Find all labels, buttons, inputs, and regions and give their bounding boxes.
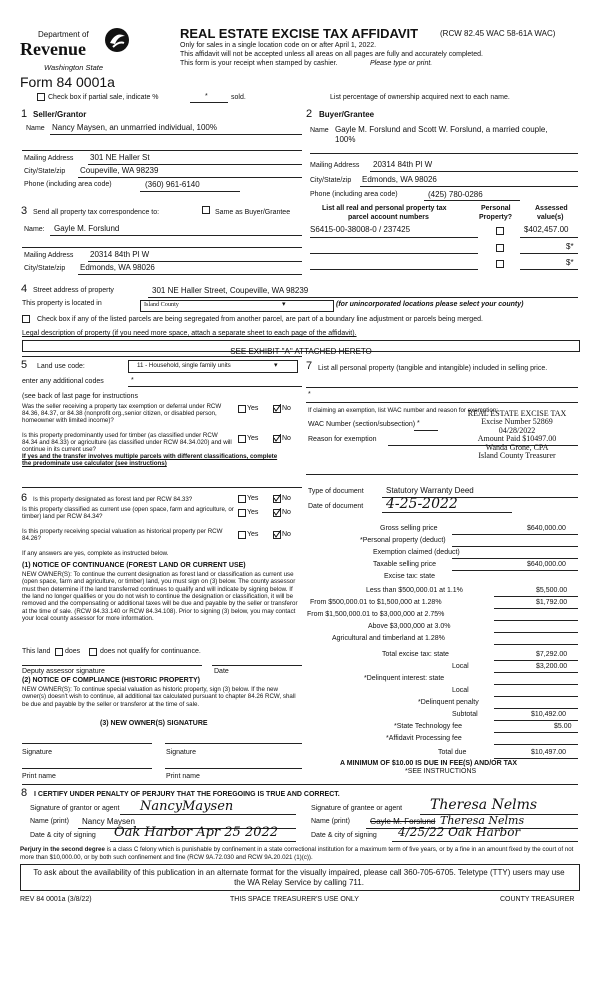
rule <box>306 387 578 388</box>
current-use-question: Is this property classified as current use (open space, farm and agriculture, or timber) land per RCW 84.34? <box>22 506 234 520</box>
local-label: Local <box>452 663 469 670</box>
minimum-note: A MINIMUM OF $10.00 IS DUE IN FEE(S) AND/OR TAX <box>340 760 518 767</box>
parcels-col2-header-1: Personal <box>481 205 511 212</box>
rule <box>310 253 478 254</box>
buyer-heading: Buyer/Grantee <box>319 110 375 119</box>
rule <box>22 356 302 357</box>
rule <box>370 171 578 172</box>
wac-label: WAC Number (section/subsection) <box>308 421 416 428</box>
parcels-col2-header-2: Property? <box>479 214 513 221</box>
same-as-buyer-checkbox[interactable] <box>202 206 210 214</box>
buyer-name-line2[interactable]: 100% <box>335 135 356 144</box>
section-8-number: 8 <box>21 787 28 799</box>
rule <box>128 386 302 387</box>
rule <box>140 191 240 192</box>
exemption-no-label: No <box>282 405 291 412</box>
rule <box>310 237 478 238</box>
stamp-line6: Island County Treasurer <box>478 450 556 460</box>
stamp-line4: Amount Paid $10497.00 <box>477 434 557 444</box>
deputy-date-label: Date <box>214 668 229 675</box>
perjury-text: is a class C felony which is punishable by confinement in a state correctional institution for a maximum term of five years, or by a fine in an amount fixed by the court of not more than $10,000.00, or by both such confinement and fine (RCW 9A.72.030 and RCW 9A.20.021 (1)(c)). <box>20 846 574 861</box>
total-state-value[interactable]: $7,292.00 <box>536 651 568 658</box>
seller-mailing-label: Mailing Address <box>24 155 74 162</box>
gross-label: Gross selling price <box>380 525 438 532</box>
form-title-ref: (RCW 82.45 WAC 58-61A WAC) <box>440 29 556 38</box>
section-7-number: 7 <box>306 360 313 372</box>
notice-1-title: (1) NOTICE OF CONTINUANCE (FOREST LAND OR CURRENT USE) <box>22 562 246 569</box>
taxable-value[interactable]: $640,000.00 <box>527 561 566 568</box>
parcel-row1-value[interactable]: $402,457.00 <box>524 225 569 234</box>
rule <box>520 237 578 238</box>
partial-sold-label: sold. <box>231 94 246 101</box>
forest-yes-checkbox[interactable] <box>238 495 246 503</box>
seller-city[interactable]: Coupeville, WA 98239 <box>80 166 159 175</box>
rule <box>165 768 302 769</box>
county-select[interactable] <box>140 300 334 312</box>
rule <box>452 546 578 547</box>
predominate-use-note[interactable]: If yes and the transfer involves multiple parcels with different classifications, complete the predominate use calculator (see instructions) <box>22 453 278 467</box>
correspondence-name-label: Name: <box>24 226 45 233</box>
correspondence-mailing-label: Mailing Address <box>24 252 74 259</box>
partial-sale-checkbox[interactable] <box>37 93 45 101</box>
stamp-line1: REAL ESTATE EXCISE TAX <box>467 409 567 418</box>
instruction-3: This form is your receipt when stamped by cashier. <box>180 60 338 67</box>
this-land-label: This land <box>22 648 51 655</box>
grantee-signature-label: Signature of grantee or agent <box>311 805 403 812</box>
legal-description-label: Legal description of property (if you need more space, attach a separate sheet to each page of the affidavit). <box>22 330 357 337</box>
additional-codes-field[interactable]: * <box>131 377 134 384</box>
rule <box>382 512 512 513</box>
rule <box>110 841 296 842</box>
historical-no-checkbox[interactable] <box>273 531 281 539</box>
section-3-number: 3 <box>21 205 28 217</box>
rule <box>78 177 302 178</box>
land-use-label: Land use code: <box>37 363 85 370</box>
stamp-line2: Excise Number 52869 <box>481 417 553 427</box>
rule <box>22 784 578 785</box>
tier2-label: From $500,000.01 to $1,500,000 at 1.28% <box>310 599 442 606</box>
rule <box>310 153 578 154</box>
doc-date-label: Date of document <box>308 503 364 510</box>
buyer-city-label: City/State/zip <box>310 177 352 184</box>
revision-label: REV 84 0001a (3/8/22) <box>20 896 92 903</box>
rule <box>520 253 578 254</box>
parcel-row1-number[interactable]: S6415-00-38008-0 / 237425 <box>310 225 411 234</box>
doc-date[interactable]: 4-25-2022 <box>386 496 458 512</box>
accessibility-box <box>20 864 580 891</box>
forest-no-label: No <box>282 495 291 502</box>
section-1-number: 1 <box>21 108 28 120</box>
exemption-deduct-label: Exemption claimed (deduct) <box>373 549 460 556</box>
parcel-row3-personal-checkbox[interactable] <box>496 260 504 268</box>
unincorporated-note: (for unincorporated locations please select your county) <box>336 301 524 308</box>
rule <box>88 164 302 165</box>
parcels-col1-header-1: List all real and personal property tax <box>322 205 447 212</box>
grantor-signature-label: Signature of grantor or agent <box>30 805 120 812</box>
chevron-down-icon: ▾ <box>282 301 286 308</box>
correspondence-mailing[interactable]: 20314 84th Pl W <box>90 250 150 259</box>
seller-phone[interactable]: (360) 961-6140 <box>145 180 200 189</box>
grantee-name-label: Name (print) <box>311 818 350 825</box>
gross-value[interactable]: $640,000.00 <box>527 525 566 532</box>
local-value[interactable]: $3,200.00 <box>536 663 568 670</box>
rule <box>494 596 578 597</box>
doc-type[interactable]: Statutory Warranty Deed <box>386 486 474 495</box>
new-owner-signature-1-label: Signature <box>22 749 52 756</box>
forest-yes-label: Yes <box>247 495 259 502</box>
buyer-name-line1[interactable]: Gayle M. Forslund and Scott W. Forslund, a married couple, <box>335 125 548 134</box>
treasurer-space-label: THIS SPACE TREASURER'S USE ONLY <box>230 896 359 903</box>
seller-heading: Seller/Grantor <box>33 110 87 119</box>
deputy-signature-label: Deputy assessor signature <box>22 668 105 675</box>
check-icon <box>273 404 281 412</box>
grantee-print-struck: Gayle M. Forslund <box>370 817 436 826</box>
rule <box>520 269 578 270</box>
additional-codes-label: enter any additional codes <box>22 378 104 385</box>
tier1-label: Less than $500,000.01 at 1.1% <box>366 587 463 594</box>
rule <box>494 720 578 721</box>
total-due-value[interactable]: $10,497.00 <box>531 749 567 756</box>
seller-name[interactable]: Nancy Maysen, an unmarried individual, 100% <box>52 123 217 132</box>
parcel-row2-value[interactable]: $* <box>566 242 574 251</box>
exemption-instructions: If claiming an exemption, list WAC number and reason for exemption: <box>308 407 498 414</box>
land-does-label: does <box>65 648 81 655</box>
current-use-no-label: No <box>282 509 291 516</box>
rule <box>306 402 578 403</box>
see-back-note: (see back of last page for instructions <box>22 393 138 400</box>
land-use-value: 11 - Household, single family units <box>137 362 231 369</box>
dept-line2: Revenue <box>20 39 86 59</box>
located-label: This property is located in <box>22 300 102 307</box>
chevron-down-icon: ▾ <box>274 362 278 369</box>
exemption-question: Was the seller receiving a property tax exemption or deferral under RCW 84.36, 84.37, or 84.38 (nonprofit org.,senior citizen, or disabled person, homeowner with limited income)? <box>22 403 222 424</box>
grantor-date-city[interactable]: Oak Harbor Apr 25 2022 <box>114 825 279 840</box>
buyer-mailing-label: Mailing Address <box>310 162 360 169</box>
section-5-number: 5 <box>21 359 28 371</box>
grantee-signature[interactable]: Theresa Nelms <box>430 797 538 813</box>
correspondence-city[interactable]: Edmonds, WA 98026 <box>80 263 155 272</box>
county-value: Island County <box>144 301 179 308</box>
historical-yes-label: Yes <box>247 531 259 538</box>
seller-phone-label: Phone (including area code) <box>24 181 112 188</box>
land-does-checkbox[interactable] <box>55 648 63 656</box>
current-use-no-checkbox[interactable] <box>273 509 281 517</box>
grantee-date-label: Date & city of signing <box>311 832 377 839</box>
delinquent-penalty-label: *Delinquent penalty <box>418 699 479 706</box>
notice-2-text: NEW OWNER(S): To continue special valuation as historic property, sign (3) below. If the new owner(s) doesn't wish to continue, all additional tax calculated pursuant to chapter 84.26 RCW, shall be due and payable by the seller or transferor at the time of sale. <box>22 686 296 708</box>
seller-city-label: City/State/zip <box>24 168 66 175</box>
total-state-label: Total excise tax: state <box>382 651 449 658</box>
parcel-row3-value[interactable]: $* <box>566 258 574 267</box>
tier2-value[interactable]: $1,792.00 <box>536 599 568 606</box>
rule <box>494 708 578 709</box>
forest-no-checkbox[interactable] <box>273 495 281 503</box>
subtotal-label: Subtotal <box>452 711 478 718</box>
notice-3-title: (3) NEW OWNER(S) SIGNATURE <box>100 720 208 727</box>
grantor-name-label: Name (print) <box>30 818 69 825</box>
parcel-row2-personal-checkbox[interactable] <box>496 244 504 252</box>
street-address-label: Street address of property <box>33 287 114 294</box>
rule <box>494 672 578 673</box>
new-owner-print-1-label: Print name <box>22 773 56 780</box>
rule <box>22 743 152 744</box>
rule <box>165 743 302 744</box>
grantee-date-city[interactable]: 4/25/22 Oak Harbor <box>398 825 521 839</box>
perjury-notice <box>20 846 580 862</box>
rule <box>22 768 152 769</box>
doc-type-label: Type of document <box>308 488 364 495</box>
new-owner-signature-2-label: Signature <box>166 749 196 756</box>
tier4-label: Above $3,000,000 at 3.0% <box>368 623 451 630</box>
rule <box>306 474 578 475</box>
timber-yes-label: Yes <box>247 435 259 442</box>
delinquent-interest-label: *Delinquent interest: state <box>364 675 445 682</box>
rule <box>120 814 296 815</box>
rule <box>50 235 302 236</box>
exemption-yes-label: Yes <box>247 405 259 412</box>
stamp-line5: Wanda Grone, CPA <box>485 442 549 452</box>
rule <box>494 744 578 745</box>
total-due-label: Total due <box>438 749 467 756</box>
rule <box>22 150 302 151</box>
rule <box>22 487 302 488</box>
forest-question: Is this property designated as forest land per RCW 84.33? <box>33 496 193 503</box>
rule <box>452 570 578 571</box>
rule <box>424 200 520 201</box>
grantee-print-name[interactable]: Theresa Nelms <box>440 814 525 827</box>
section-4-number: 4 <box>21 283 28 295</box>
perjury-bold: Perjury in the second degree <box>20 846 105 853</box>
parcels-col3-header-1: Assessed <box>535 205 568 212</box>
tier1-value[interactable]: $5,500.00 <box>536 587 568 594</box>
grantor-signature[interactable]: NancyMaysen <box>140 799 234 814</box>
check-icon <box>273 530 281 538</box>
historical-yes-checkbox[interactable] <box>238 531 246 539</box>
tech-fee-label: *State Technology fee <box>394 723 462 730</box>
exemption-yes-checkbox[interactable] <box>238 405 246 413</box>
current-use-yes-label: Yes <box>247 509 259 516</box>
rule <box>392 841 578 842</box>
rule <box>78 274 302 275</box>
check-icon <box>273 508 281 516</box>
dept-line3: Washington State <box>44 63 104 72</box>
form-number: Form 84 0001a <box>20 74 115 90</box>
section-2-number: 2 <box>306 108 313 120</box>
buyer-phone[interactable]: (425) 780-0286 <box>428 190 483 199</box>
timber-no-label: No <box>282 435 291 442</box>
rule <box>148 297 578 298</box>
rule <box>22 247 302 248</box>
land-does-not-checkbox[interactable] <box>89 648 97 656</box>
treasurer-stamp <box>452 410 582 460</box>
timber-question: Is this property predominantly used for timber (as classified under RCW 84.34 and 84.33) or agriculture (as classified under RCW 84.34.020) and will continue in its current use? <box>22 432 232 453</box>
personal-property-label: List all personal property (tangible and intangible) included in selling price. <box>318 365 548 372</box>
buyer-name-label: Name <box>310 127 329 134</box>
county-treasurer-label: COUNTY TREASURER <box>500 896 575 903</box>
parcel-row1-personal-checkbox[interactable] <box>496 227 504 235</box>
seller-mailing[interactable]: 301 NE Haller St <box>90 153 150 162</box>
affidavit-fee-label: *Affidavit Processing fee <box>386 735 462 742</box>
buyer-mailing[interactable]: 20314 84th Pl W <box>373 160 433 169</box>
rule <box>494 732 578 733</box>
buyer-phone-label: Phone (including area code) <box>310 191 398 198</box>
rule <box>414 430 438 431</box>
segregated-label: Check box if any of the listed parcels are being segregated from another parcel, are part of a boundary line adjustment or parcels being merged. <box>37 316 483 323</box>
agri-label: Agricultural and timberland at 1.28% <box>332 635 445 642</box>
check-icon <box>273 494 281 502</box>
correspondence-label: Send all property tax correspondence to: <box>33 209 160 216</box>
rule <box>494 696 578 697</box>
correspondence-name[interactable]: Gayle M. Forslund <box>54 224 120 233</box>
dept-line1: Department of <box>38 30 89 39</box>
accessibility-note: To ask about the availability of this publication in an alternate format for the visually impaired, please call 360-705-6705. Teletype (TTY) users may use the WA Relay Service by calling 711. <box>33 868 565 888</box>
street-address[interactable]: 301 NE Haller Street, Coupeville, WA 98239 <box>152 286 309 295</box>
wac-field[interactable]: * <box>417 420 420 427</box>
see-instructions-note: *SEE INSTRUCTIONS <box>405 768 477 775</box>
grantor-date-label: Date & city of signing <box>30 832 96 839</box>
current-use-yes-checkbox[interactable] <box>238 509 246 517</box>
rule <box>50 134 302 135</box>
stamp-line3: 04/28/2022 <box>498 425 536 435</box>
partial-percent-field[interactable]: * <box>205 93 208 100</box>
subtotal-value[interactable]: $10,492.00 <box>531 711 567 718</box>
seller-name-label: Name <box>26 125 45 132</box>
tier3-label: From $1,500,000.01 to $3,000,000 at 2.75% <box>307 611 445 618</box>
land-use-select[interactable] <box>128 360 298 373</box>
legal-description-field[interactable] <box>22 340 580 356</box>
historical-question: Is this property receiving special valuation as historical property per RCW 84.26? <box>22 528 223 542</box>
notice-2-title: (2) NOTICE OF COMPLIANCE (HISTORIC PROPERTY) <box>22 677 200 684</box>
rule <box>494 608 578 609</box>
rule <box>360 186 578 187</box>
legal-description-value: SEE EXHIBIT "A" ATTACHED HERETO <box>230 347 372 356</box>
parcels-col3-header-2: value(s) <box>537 214 564 221</box>
instruction-3b: Please type or print. <box>370 60 433 67</box>
parcels-col1-header-2: parcel account numbers <box>348 214 429 221</box>
certify-heading: I CERTIFY UNDER PENALTY OF PERJURY THAT THE FOREGOING IS TRUE AND CORRECT. <box>34 791 340 798</box>
rule <box>310 269 478 270</box>
rule <box>452 558 578 559</box>
ownership-note: List percentage of ownership acquired next to each name. <box>330 94 510 101</box>
rule <box>494 684 578 685</box>
land-does-not-label: does not qualify for continuance. <box>100 648 201 655</box>
rule <box>494 632 578 633</box>
same-as-buyer-label: Same as Buyer/Grantee <box>215 209 291 216</box>
historical-no-label: No <box>282 531 291 538</box>
rule <box>494 644 578 645</box>
form-title: REAL ESTATE EXCISE TAX AFFIDAVIT <box>180 26 419 41</box>
timber-no-checkbox[interactable] <box>273 435 281 443</box>
rule <box>22 665 202 666</box>
partial-percent-line <box>190 102 228 103</box>
instruction-1: Only for sales in a single location code on or after April 1, 2022. <box>180 42 377 49</box>
section-6-number: 6 <box>21 492 28 504</box>
personal-property-field[interactable]: * <box>308 391 311 398</box>
reason-label: Reason for exemption <box>308 436 377 443</box>
correspondence-city-label: City/State/zip <box>24 265 66 272</box>
rule <box>452 534 578 535</box>
excise-state-label: Excise tax: state <box>384 573 435 580</box>
personal-deduct-label: *Personal property (deduct) <box>360 537 446 544</box>
rule <box>88 261 302 262</box>
grantor-print-name[interactable]: Nancy Maysen <box>82 817 135 826</box>
revenue-logo-icon <box>104 27 130 58</box>
if-yes-note: If any answers are yes, complete as instructed below. <box>22 550 169 557</box>
rule <box>494 620 578 621</box>
timber-yes-checkbox[interactable] <box>238 435 246 443</box>
new-owner-print-2-label: Print name <box>166 773 200 780</box>
tech-fee-value[interactable]: $5.00 <box>554 723 572 730</box>
taxable-label: Taxable selling price <box>373 561 437 568</box>
segregated-checkbox[interactable] <box>22 315 30 323</box>
notice-1-text: NEW OWNER(S): To continue the current designation as forest land or classification as current use (open space, farm and agriculture, or timber) land, you must sign on (3) below. The county assessor must then determine if the land transferred continues to qualify and will indicate by signing below. If the land no longer qualifies or you do not wish to continue the designation or classification, it will be removed and the compensating or additional taxes will be due and payable by the seller or transferor at the time of sale. (RCW 84.33.140 or RCW 84.34.108). Prior to signing (3) below, you may contact your local county assessor for more information. <box>22 571 298 622</box>
local2-label: Local <box>452 687 469 694</box>
rule <box>494 660 578 661</box>
exemption-no-checkbox[interactable] <box>273 405 281 413</box>
check-icon <box>273 434 281 442</box>
rule <box>212 665 302 666</box>
instruction-2: This affidavit will not be accepted unless all areas on all pages are fully and accurately completed. <box>180 51 483 58</box>
rule <box>494 758 578 759</box>
partial-sale-label: Check box if partial sale, indicate % <box>48 94 159 101</box>
buyer-city[interactable]: Edmonds, WA 98026 <box>362 175 437 184</box>
